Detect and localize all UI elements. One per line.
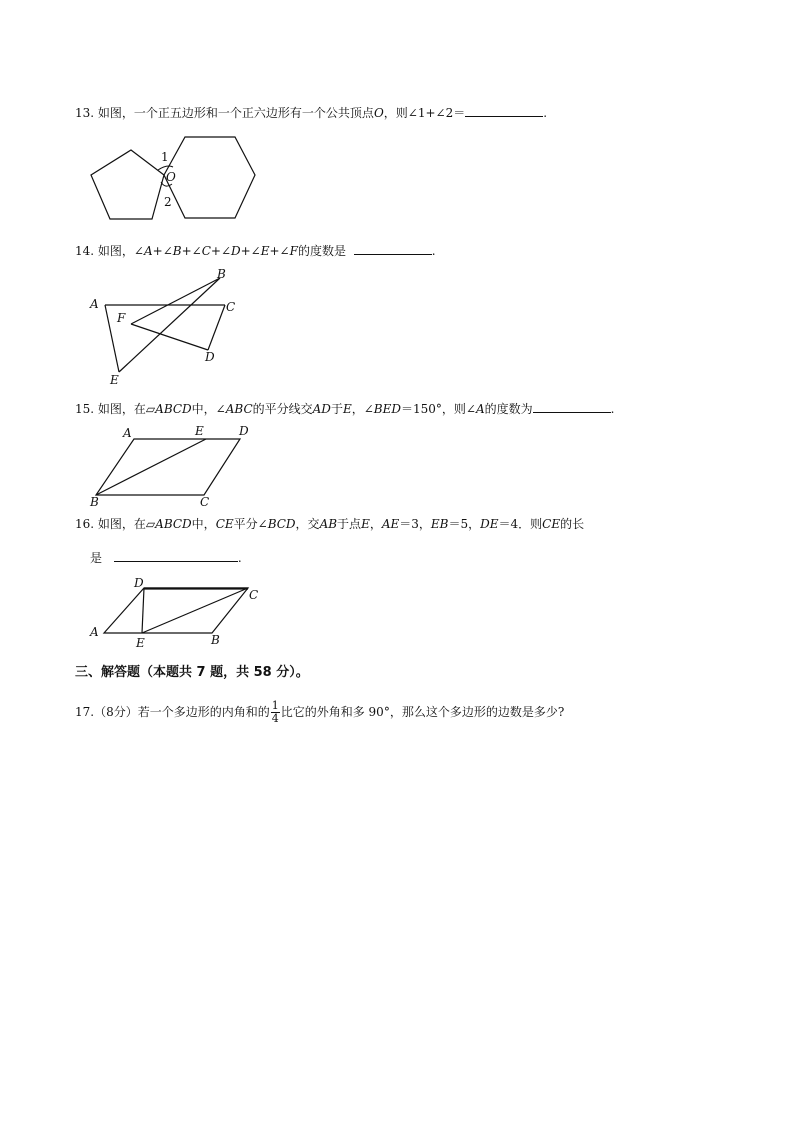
- parallelogram-abcd: [96, 439, 240, 495]
- variable: F: [289, 244, 298, 258]
- fraction: [271, 700, 280, 725]
- variable: CE: [542, 517, 561, 531]
- variable: A: [143, 244, 153, 258]
- variable: BED: [373, 402, 401, 416]
- variable: BCD: [267, 517, 296, 531]
- question-text: ＝3，: [399, 517, 431, 531]
- figure-16-parallelogram: [88, 576, 268, 650]
- question-text: 中，∠: [191, 402, 226, 416]
- label-a: A: [90, 625, 99, 639]
- segment-fd: [131, 324, 208, 350]
- label-c: C: [200, 495, 210, 509]
- question-text: 于点: [337, 517, 362, 531]
- segment-ec: [142, 588, 248, 633]
- variable: CE: [215, 517, 234, 531]
- label-1: 1: [161, 150, 169, 164]
- variable: O: [373, 106, 384, 120]
- question-number: 15.: [75, 402, 95, 416]
- question-14: [75, 242, 436, 259]
- question-number: 14.: [75, 244, 95, 258]
- question-text: 比它的外角和多 90°，那么这个多边形的边数是多少?: [280, 705, 565, 719]
- variable: ABCD: [155, 402, 192, 416]
- figure-14: [88, 268, 248, 388]
- label-a: A: [90, 297, 99, 311]
- period: .: [543, 106, 548, 120]
- question-text: （8分）若一个多边形的内角和的: [94, 705, 270, 719]
- question-text: +∠: [152, 244, 173, 258]
- question-text: +∠: [269, 244, 290, 258]
- segment-de: [142, 588, 144, 633]
- variable: E: [342, 402, 352, 416]
- question-text: ＝5，: [448, 517, 481, 531]
- label-o: O: [166, 170, 176, 184]
- variable: ABCD: [155, 517, 192, 531]
- answer-blank[interactable]: [114, 549, 238, 562]
- question-text: ，交: [295, 517, 320, 531]
- question-text: +∠: [181, 244, 202, 258]
- segment-be: [96, 439, 206, 495]
- figure-13-pentagon-hexagon: [85, 134, 265, 224]
- question-text: 的平分线交: [252, 402, 313, 416]
- label-d: D: [134, 576, 144, 590]
- question-number: 13.: [75, 106, 95, 120]
- variable: EB: [430, 517, 449, 531]
- question-text: 如图，在▱: [97, 402, 156, 416]
- variable: B: [172, 244, 182, 258]
- period: .: [237, 551, 242, 565]
- period: .: [610, 402, 615, 416]
- variable: DE: [480, 517, 499, 531]
- variable: AE: [381, 517, 400, 531]
- question-16-line-2: [90, 549, 242, 566]
- segment-dc: [208, 305, 225, 350]
- question-text: ＝150°，则∠: [400, 402, 476, 416]
- question-number: 17.: [75, 705, 95, 719]
- question-number: 16.: [75, 517, 95, 531]
- variable: ABC: [225, 402, 253, 416]
- question-text: 的度数为: [484, 402, 533, 416]
- segment-bf: [131, 278, 220, 324]
- parallelogram-abcd: [104, 588, 248, 633]
- question-text: 中，: [191, 517, 216, 531]
- question-text: 的度数是: [297, 244, 346, 258]
- question-text: 是: [90, 551, 103, 565]
- fraction-denominator: 4: [271, 712, 279, 725]
- question-text: 平分∠: [233, 517, 268, 531]
- question-15: [75, 400, 614, 417]
- period: .: [431, 244, 436, 258]
- label-e: E: [110, 373, 119, 387]
- question-text: ，∠: [351, 402, 374, 416]
- label-c: C: [249, 588, 259, 602]
- label-2: 2: [164, 195, 172, 209]
- answer-blank[interactable]: [465, 104, 543, 117]
- label-b: B: [217, 267, 226, 281]
- pentagon: [91, 150, 164, 219]
- figure-15-parallelogram: [88, 424, 268, 509]
- variable: AD: [312, 402, 331, 416]
- question-13: [75, 104, 547, 121]
- answer-blank[interactable]: [533, 400, 611, 413]
- question-text: 如图，一个正五边形和一个正六边形有一个公共顶点: [97, 106, 374, 120]
- variable: E: [260, 244, 270, 258]
- label-c: C: [226, 300, 236, 314]
- question-text: 如图，在▱: [97, 517, 156, 531]
- variable: A: [475, 402, 485, 416]
- question-text: ，则∠1+∠2＝: [383, 106, 466, 120]
- question-17: [75, 699, 564, 725]
- question-text: ，: [369, 517, 382, 531]
- label-b: B: [211, 633, 220, 647]
- question-text: ＝4．则: [498, 517, 543, 531]
- section-header: 三、解答题（本题共 7 题，共 58 分）。: [75, 665, 309, 680]
- question-16: [75, 516, 584, 532]
- fraction-numerator: 1: [271, 699, 279, 712]
- question-text: +∠: [240, 244, 261, 258]
- label-e: E: [136, 636, 145, 650]
- variable: C: [201, 244, 211, 258]
- answer-blank[interactable]: [354, 242, 432, 255]
- label-b: B: [90, 495, 99, 509]
- label-d: D: [205, 350, 215, 364]
- label-f: F: [117, 311, 126, 325]
- question-text: 如图，∠: [97, 244, 144, 258]
- hexagon: [164, 137, 255, 218]
- variable: D: [231, 244, 241, 258]
- variable: E: [361, 517, 370, 531]
- label-d: D: [239, 424, 249, 438]
- question-text: 的长: [560, 517, 585, 531]
- variable: AB: [319, 517, 338, 531]
- question-text: 于: [330, 402, 343, 416]
- label-e: E: [195, 424, 204, 438]
- label-a: A: [123, 426, 132, 440]
- question-text: +∠: [210, 244, 231, 258]
